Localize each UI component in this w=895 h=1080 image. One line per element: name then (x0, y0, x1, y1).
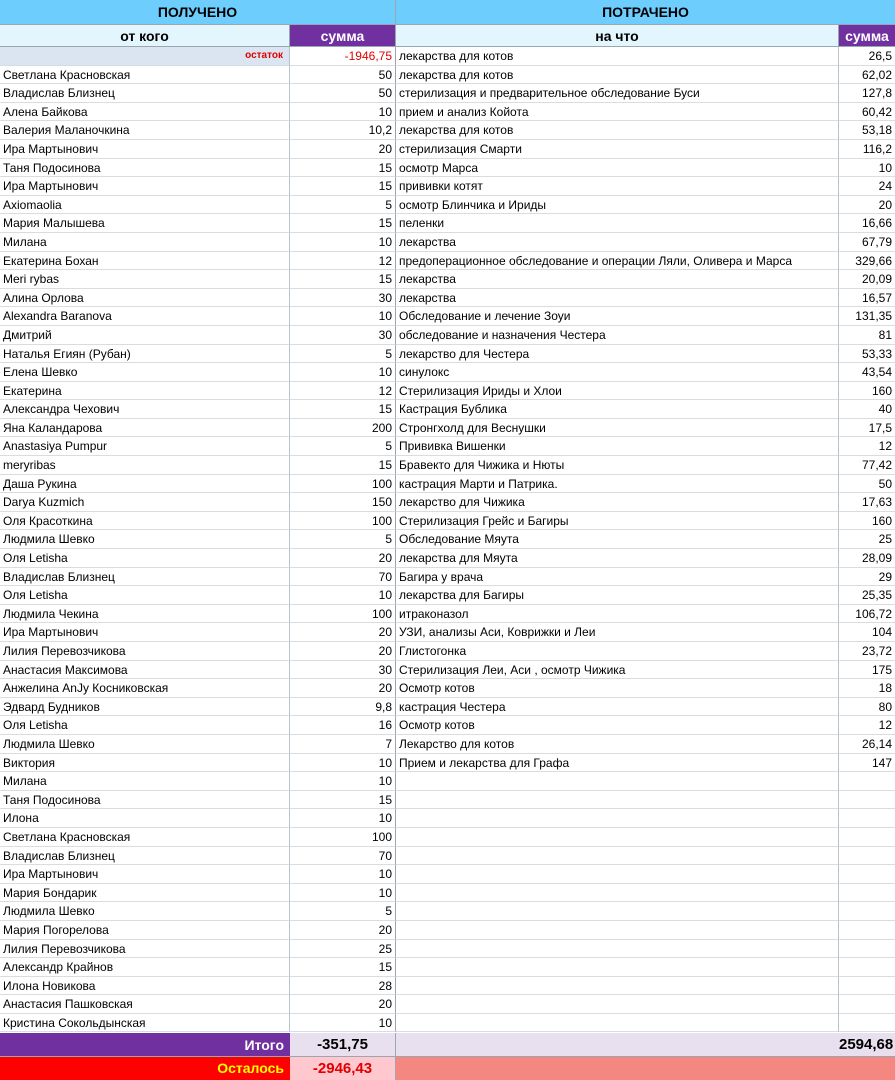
expense-description[interactable]: осмотр Марса (396, 159, 839, 178)
donor-name[interactable]: Людмила Шевко (0, 902, 290, 921)
donor-amount[interactable]: 10 (290, 103, 396, 122)
donor-amount[interactable]: 5 (290, 437, 396, 456)
expense-description[interactable]: лекарства для Багиры (396, 586, 839, 605)
table-row (0, 289, 895, 308)
expense-description[interactable]: Бравекто для Чижика и Нюты (396, 456, 839, 475)
expense-description[interactable]: Стерилизация Грейс и Багиры (396, 512, 839, 531)
expense-amount[interactable] (839, 977, 895, 996)
balance-row (0, 47, 895, 66)
expense-amount[interactable] (839, 847, 895, 866)
expense-amount[interactable]: 26,5 (839, 47, 895, 66)
remaining-spacer[interactable] (396, 1057, 895, 1080)
expense-description[interactable]: Прививка Вишенки (396, 437, 839, 456)
donor-name[interactable]: Meri rybas (0, 270, 290, 289)
expense-amount[interactable]: 60,42 (839, 103, 895, 122)
totals-label[interactable]: Итого (0, 1033, 290, 1057)
expense-description[interactable]: Багира у врача (396, 568, 839, 587)
donor-name[interactable]: Милана (0, 772, 290, 791)
expense-description[interactable]: лекарства (396, 289, 839, 308)
expense-amount[interactable] (839, 1014, 895, 1033)
table-row (0, 456, 895, 475)
table-row (0, 233, 895, 252)
table-row (0, 84, 895, 103)
expense-amount[interactable]: 67,79 (839, 233, 895, 252)
table-row (0, 809, 895, 828)
donor-name[interactable]: Даша Рукина (0, 475, 290, 494)
donor-name[interactable]: Светлана Красновская (0, 828, 290, 847)
remaining-value[interactable]: -2946,43 (290, 1057, 396, 1080)
expense-description[interactable]: осмотр Блинчика и Ириды (396, 196, 839, 215)
donor-amount[interactable]: 20 (290, 642, 396, 661)
expense-description[interactable]: Кастрация Бублика (396, 400, 839, 419)
donor-amount[interactable]: 50 (290, 84, 396, 103)
totals-spacer[interactable] (396, 1033, 839, 1057)
spent-header[interactable]: ПОТРАЧЕНО (396, 0, 895, 25)
table-row (0, 902, 895, 921)
donor-amount[interactable]: 15 (290, 958, 396, 977)
table-row (0, 103, 895, 122)
table-row (0, 828, 895, 847)
donor-amount[interactable]: 30 (290, 289, 396, 308)
donor-amount[interactable]: 15 (290, 456, 396, 475)
donor-name[interactable]: Валерия Маланочкина (0, 121, 290, 140)
totals-row (0, 1033, 895, 1057)
table-row (0, 493, 895, 512)
expense-amount[interactable]: 104 (839, 623, 895, 642)
donor-amount[interactable]: 15 (290, 214, 396, 233)
donor-name[interactable]: Оля Красоткина (0, 512, 290, 531)
donor-name[interactable]: Мария Бондарик (0, 884, 290, 903)
sum-left-header[interactable]: сумма (290, 25, 396, 47)
donor-amount[interactable]: 150 (290, 493, 396, 512)
expense-amount[interactable]: 28,09 (839, 549, 895, 568)
donor-name[interactable]: Таня Подосинова (0, 791, 290, 810)
expense-amount[interactable]: 43,54 (839, 363, 895, 382)
expense-description[interactable]: лекарства для котов (396, 66, 839, 85)
expense-amount[interactable]: 16,57 (839, 289, 895, 308)
expense-description[interactable] (396, 772, 839, 791)
expense-amount[interactable]: 160 (839, 382, 895, 401)
donor-name[interactable]: Людмила Шевко (0, 530, 290, 549)
donor-name[interactable]: Екатерина Бохан (0, 252, 290, 271)
donor-name[interactable]: Милана (0, 233, 290, 252)
donor-name[interactable]: Мария Малышева (0, 214, 290, 233)
expense-description[interactable]: Стронгхолд для Веснушки (396, 419, 839, 438)
expense-amount[interactable]: 16,66 (839, 214, 895, 233)
donor-name[interactable]: Кристина Сокольдынская (0, 1014, 290, 1033)
from-whom-header[interactable]: от кого (0, 25, 290, 47)
expense-amount[interactable] (839, 772, 895, 791)
table-row (0, 716, 895, 735)
donor-amount[interactable]: 10 (290, 586, 396, 605)
received-header[interactable]: ПОЛУЧЕНО (0, 0, 396, 25)
donor-amount[interactable]: 10 (290, 754, 396, 773)
donor-name[interactable]: Мария Погорелова (0, 921, 290, 940)
donor-amount[interactable]: 20 (290, 140, 396, 159)
table-row (0, 772, 895, 791)
expense-description[interactable]: кастрация Честера (396, 698, 839, 717)
expense-description[interactable]: прививки котят (396, 177, 839, 196)
donor-amount[interactable]: 15 (290, 177, 396, 196)
expense-amount[interactable] (839, 809, 895, 828)
table-row (0, 940, 895, 959)
table-row (0, 661, 895, 680)
donor-name[interactable]: Виктория (0, 754, 290, 773)
expense-description[interactable] (396, 791, 839, 810)
table-row (0, 586, 895, 605)
expense-amount[interactable]: 160 (839, 512, 895, 531)
table-row (0, 698, 895, 717)
donor-name[interactable]: Анастасия Пашковская (0, 995, 290, 1014)
expense-description[interactable]: Глистогонка (396, 642, 839, 661)
table-row (0, 196, 895, 215)
donor-name[interactable]: Ира Мартынович (0, 177, 290, 196)
donor-amount[interactable]: 5 (290, 345, 396, 364)
table-row (0, 512, 895, 531)
expense-description[interactable]: Стерилизация Ириды и Хлои (396, 382, 839, 401)
table-row (0, 121, 895, 140)
donor-name[interactable]: Илона (0, 809, 290, 828)
donor-name[interactable]: Яна Каландарова (0, 419, 290, 438)
donor-name[interactable]: Владислав Близнец (0, 847, 290, 866)
expense-description[interactable]: лекарство для Честера (396, 345, 839, 364)
expense-description[interactable]: кастрация Марти и Патрика. (396, 475, 839, 494)
donor-name[interactable]: Людмила Чекина (0, 605, 290, 624)
donor-name[interactable]: Александр Крайнов (0, 958, 290, 977)
donor-amount[interactable]: 12 (290, 252, 396, 271)
donor-name[interactable]: Алена Байкова (0, 103, 290, 122)
donor-name[interactable]: Дмитрий (0, 326, 290, 345)
expense-description[interactable]: Обследование и лечение Зоуи (396, 307, 839, 326)
expense-amount[interactable]: 12 (839, 437, 895, 456)
table-row (0, 568, 895, 587)
donor-amount[interactable]: 5 (290, 902, 396, 921)
donor-name[interactable]: Наталья Егиян (Рубан) (0, 345, 290, 364)
expense-description[interactable]: лекарства для котов (396, 47, 839, 66)
expense-description[interactable] (396, 809, 839, 828)
expense-description[interactable]: УЗИ, анализы Аси, Коврижки и Леи (396, 623, 839, 642)
table-row (0, 754, 895, 773)
donor-name[interactable]: Alexandra Baranova (0, 307, 290, 326)
expense-description[interactable]: Осмотр котов (396, 679, 839, 698)
expense-amount[interactable] (839, 828, 895, 847)
donor-name[interactable]: Людмила Шевко (0, 735, 290, 754)
donor-name[interactable]: Эдвард Будников (0, 698, 290, 717)
expense-amount[interactable]: 17,5 (839, 419, 895, 438)
table-row (0, 400, 895, 419)
expense-description[interactable]: Осмотр котов (396, 716, 839, 735)
table-row (0, 177, 895, 196)
donor-amount[interactable]: 100 (290, 828, 396, 847)
for-what-header[interactable]: на что (396, 25, 839, 47)
donor-amount[interactable]: 9,8 (290, 698, 396, 717)
expense-amount[interactable] (839, 940, 895, 959)
donor-amount[interactable]: 15 (290, 159, 396, 178)
expense-amount[interactable]: 53,18 (839, 121, 895, 140)
expense-amount[interactable] (839, 921, 895, 940)
donor-amount[interactable]: 10 (290, 865, 396, 884)
expense-description[interactable]: предоперационное обследование и операции Ляли, Оливера и Марса (396, 252, 839, 271)
donor-amount[interactable]: 10 (290, 809, 396, 828)
expense-amount[interactable]: 116,2 (839, 140, 895, 159)
table-row (0, 363, 895, 382)
expense-description[interactable] (396, 902, 839, 921)
donor-amount[interactable]: 15 (290, 791, 396, 810)
donor-name[interactable]: Алина Орлова (0, 289, 290, 308)
table-row (0, 159, 895, 178)
expense-amount[interactable]: 26,14 (839, 735, 895, 754)
table-row (0, 958, 895, 977)
table-row (0, 847, 895, 866)
donor-name[interactable]: Владислав Близнец (0, 84, 290, 103)
table-row (0, 382, 895, 401)
expense-amount[interactable]: 62,02 (839, 66, 895, 85)
donor-amount[interactable]: 20 (290, 549, 396, 568)
expense-description[interactable] (396, 921, 839, 940)
expense-amount[interactable]: 20 (839, 196, 895, 215)
expense-description[interactable]: обследование и назначения Честера (396, 326, 839, 345)
donor-name[interactable]: Лилия Перевозчикова (0, 642, 290, 661)
donor-amount[interactable]: 70 (290, 847, 396, 866)
donor-amount[interactable]: 20 (290, 921, 396, 940)
table-row (0, 865, 895, 884)
donor-amount[interactable]: 200 (290, 419, 396, 438)
table-row (0, 530, 895, 549)
expense-description[interactable]: пеленки (396, 214, 839, 233)
donor-amount[interactable]: 70 (290, 568, 396, 587)
donor-name[interactable]: Ира Мартынович (0, 865, 290, 884)
donor-amount[interactable]: 10 (290, 1014, 396, 1033)
donor-amount[interactable]: 100 (290, 512, 396, 531)
expense-description[interactable] (396, 940, 839, 959)
donor-name[interactable]: Лилия Перевозчикова (0, 940, 290, 959)
expense-amount[interactable]: 106,72 (839, 605, 895, 624)
table-row (0, 419, 895, 438)
expense-amount[interactable]: 23,72 (839, 642, 895, 661)
table-row (0, 679, 895, 698)
donor-amount[interactable]: 20 (290, 995, 396, 1014)
expense-description[interactable]: синулокс (396, 363, 839, 382)
donor-name[interactable]: Екатерина (0, 382, 290, 401)
expense-description[interactable] (396, 958, 839, 977)
donor-amount[interactable]: 100 (290, 475, 396, 494)
table-row (0, 1014, 895, 1033)
spent-total[interactable]: 2594,68 (839, 1033, 895, 1057)
expense-amount[interactable]: 175 (839, 661, 895, 680)
table-row (0, 345, 895, 364)
table-row (0, 326, 895, 345)
table-row (0, 977, 895, 996)
expense-description[interactable]: лекарства (396, 270, 839, 289)
expense-description[interactable]: Стерилизация Леи, Аси , осмотр Чижика (396, 661, 839, 680)
table-row (0, 437, 895, 456)
expense-amount[interactable]: 20,09 (839, 270, 895, 289)
expense-description[interactable]: стерилизация и предварительное обследование Буси (396, 84, 839, 103)
table-row (0, 270, 895, 289)
expense-amount[interactable] (839, 884, 895, 903)
donor-amount[interactable]: 10,2 (290, 121, 396, 140)
expense-amount[interactable]: 147 (839, 754, 895, 773)
table-row (0, 995, 895, 1014)
donor-name[interactable]: Александра Чехович (0, 400, 290, 419)
expense-description[interactable] (396, 1014, 839, 1033)
donor-name[interactable]: Елена Шевко (0, 363, 290, 382)
donor-name[interactable]: Darya Kuzmich (0, 493, 290, 512)
donor-name[interactable]: Оля Letisha (0, 586, 290, 605)
table-body (0, 47, 895, 1032)
donor-amount[interactable]: 28 (290, 977, 396, 996)
table-row (0, 791, 895, 810)
expense-amount[interactable]: 131,35 (839, 307, 895, 326)
donor-amount[interactable]: 16 (290, 716, 396, 735)
expense-description[interactable] (396, 865, 839, 884)
donor-amount[interactable]: 5 (290, 530, 396, 549)
donor-amount[interactable]: 5 (290, 196, 396, 215)
donor-amount[interactable]: 100 (290, 605, 396, 624)
expense-description[interactable]: Обследование Мяута (396, 530, 839, 549)
table-row (0, 66, 895, 85)
expense-description[interactable] (396, 847, 839, 866)
donor-amount[interactable]: 30 (290, 326, 396, 345)
donor-name[interactable]: meryribas (0, 456, 290, 475)
donor-name[interactable]: Ира Мартынович (0, 140, 290, 159)
donor-name[interactable]: Ира Мартынович (0, 623, 290, 642)
expense-description[interactable]: лекарство для Чижика (396, 493, 839, 512)
donor-name[interactable]: Таня Подосинова (0, 159, 290, 178)
expense-amount[interactable] (839, 995, 895, 1014)
table-row (0, 884, 895, 903)
donor-amount[interactable]: 10 (290, 363, 396, 382)
donor-name[interactable]: Владислав Близнец (0, 568, 290, 587)
expense-amount[interactable] (839, 958, 895, 977)
expense-amount[interactable]: 17,63 (839, 493, 895, 512)
expense-description[interactable] (396, 884, 839, 903)
table-row (0, 475, 895, 494)
donor-amount[interactable]: 10 (290, 307, 396, 326)
expense-amount[interactable]: 80 (839, 698, 895, 717)
expense-description[interactable] (396, 977, 839, 996)
expense-amount[interactable] (839, 791, 895, 810)
expense-description[interactable]: прием и анализ Койота (396, 103, 839, 122)
donor-amount[interactable]: 10 (290, 233, 396, 252)
donor-amount[interactable]: 12 (290, 382, 396, 401)
donor-name[interactable]: Axiomaolia (0, 196, 290, 215)
expense-description[interactable]: стерилизация Смарти (396, 140, 839, 159)
donor-amount[interactable]: 15 (290, 400, 396, 419)
table-row (0, 140, 895, 159)
donor-amount[interactable]: 10 (290, 884, 396, 903)
expense-amount[interactable]: 12 (839, 716, 895, 735)
table-row (0, 735, 895, 754)
donor-amount[interactable]: 30 (290, 661, 396, 680)
expense-amount[interactable]: 10 (839, 159, 895, 178)
expense-amount[interactable] (839, 865, 895, 884)
expense-amount[interactable]: 329,66 (839, 252, 895, 271)
expense-amount[interactable]: 24 (839, 177, 895, 196)
expense-description[interactable] (396, 828, 839, 847)
donor-name[interactable]: Светлана Красновская (0, 66, 290, 85)
expense-amount[interactable]: 29 (839, 568, 895, 587)
expense-amount[interactable]: 40 (839, 400, 895, 419)
expense-description[interactable]: Прием и лекарства для Графа (396, 754, 839, 773)
table-row (0, 549, 895, 568)
donor-amount[interactable]: 20 (290, 623, 396, 642)
sum-right-header[interactable]: сумма (839, 25, 895, 47)
donor-amount[interactable]: 10 (290, 772, 396, 791)
donor-amount[interactable]: 7 (290, 735, 396, 754)
table-row (0, 623, 895, 642)
table-row (0, 252, 895, 271)
donor-name[interactable]: Anastasiya Pumpur (0, 437, 290, 456)
expense-description[interactable]: лекарства (396, 233, 839, 252)
expense-amount[interactable]: 25 (839, 530, 895, 549)
expense-amount[interactable]: 50 (839, 475, 895, 494)
balance-value[interactable]: -1946,75 (290, 47, 396, 66)
donor-amount[interactable]: 20 (290, 679, 396, 698)
expense-amount[interactable] (839, 902, 895, 921)
expense-amount[interactable]: 53,33 (839, 345, 895, 364)
expense-amount[interactable]: 77,42 (839, 456, 895, 475)
donor-name[interactable]: Оля Letisha (0, 549, 290, 568)
table-row (0, 214, 895, 233)
donor-name[interactable]: Анжелина AnJy Косниковская (0, 679, 290, 698)
remaining-label[interactable]: Осталось (0, 1057, 290, 1080)
expense-amount[interactable]: 81 (839, 326, 895, 345)
expense-description[interactable] (396, 995, 839, 1014)
received-total[interactable]: -351,75 (290, 1033, 396, 1057)
table-row (0, 605, 895, 624)
donor-name[interactable]: Анастасия Максимова (0, 661, 290, 680)
donor-amount[interactable]: 15 (290, 270, 396, 289)
donor-name[interactable]: Илона Новикова (0, 977, 290, 996)
expense-amount[interactable]: 127,8 (839, 84, 895, 103)
expense-description[interactable]: лекарства для котов (396, 121, 839, 140)
remaining-row (0, 1057, 895, 1080)
expense-amount[interactable]: 25,35 (839, 586, 895, 605)
table-row (0, 307, 895, 326)
donor-name[interactable]: Оля Letisha (0, 716, 290, 735)
donor-amount[interactable]: 50 (290, 66, 396, 85)
expense-description[interactable]: Лекарство для котов (396, 735, 839, 754)
table-row (0, 921, 895, 940)
expense-description[interactable]: итраконазол (396, 605, 839, 624)
expense-description[interactable]: лекарства для Мяута (396, 549, 839, 568)
expense-amount[interactable]: 18 (839, 679, 895, 698)
donor-amount[interactable]: 25 (290, 940, 396, 959)
table-row (0, 642, 895, 661)
balance-label[interactable]: остаток (0, 47, 290, 66)
